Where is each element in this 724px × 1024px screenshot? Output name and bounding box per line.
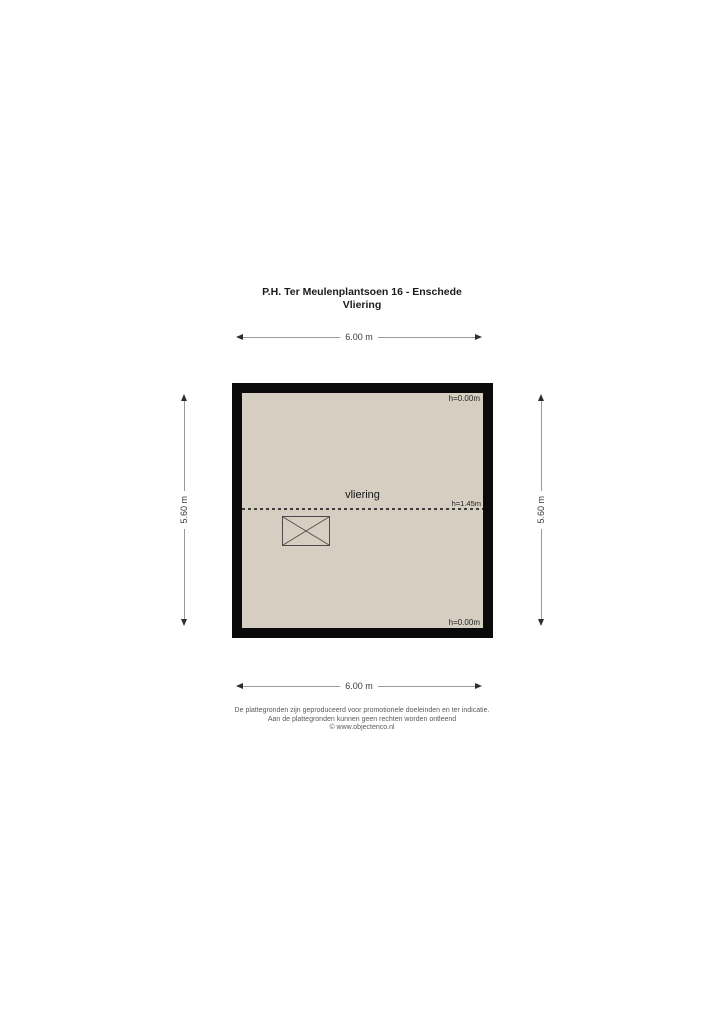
room-label: vliering xyxy=(345,489,380,501)
page-title xyxy=(0,286,724,312)
arrow-up-icon xyxy=(181,394,187,401)
dimension-line xyxy=(243,686,340,687)
hatch-opening xyxy=(282,516,330,546)
arrow-down-icon xyxy=(538,619,544,626)
arrow-right-icon xyxy=(475,683,482,689)
dimension-line xyxy=(184,529,185,619)
dimension-bottom xyxy=(236,680,482,692)
room-interior xyxy=(242,393,483,628)
height-label-middle: h=1.45m xyxy=(451,499,481,508)
disclaimer-line-3: © www.objectenco.nl xyxy=(329,724,395,731)
dimension-right xyxy=(534,394,548,626)
height-split-dashed-line xyxy=(242,508,483,510)
dimension-line xyxy=(184,401,185,491)
title-address: P.H. Ter Meulenplantsoen 16 - Enschede xyxy=(262,286,462,298)
dimension-line xyxy=(541,529,542,619)
arrow-left-icon xyxy=(236,683,243,689)
height-label-bottom: h=0.00m xyxy=(448,618,480,627)
dimension-label: 5.60 m xyxy=(536,496,546,524)
dimension-line xyxy=(243,337,340,338)
floorplan-room-vliering xyxy=(232,383,493,638)
disclaimer-line-1: De plattegronden zijn geproduceerd voor promotionele doeleinden en ter indicatie. xyxy=(234,707,490,714)
height-label-top: h=0.00m xyxy=(448,394,480,403)
footer-disclaimer xyxy=(0,707,724,733)
arrow-left-icon xyxy=(236,334,243,340)
arrow-right-icon xyxy=(475,334,482,340)
arrow-up-icon xyxy=(538,394,544,401)
dimension-label: 6.00 m xyxy=(345,332,373,342)
dimension-line xyxy=(378,337,475,338)
dimension-line xyxy=(378,686,475,687)
cross-icon xyxy=(283,517,329,545)
dimension-top xyxy=(236,331,482,343)
disclaimer-line-2: Aan de plattegronden kunnen geen rechten worden ontleend xyxy=(267,715,457,723)
dimension-label: 6.00 m xyxy=(345,681,373,691)
dimension-left xyxy=(177,394,191,626)
title-floor-name: Vliering xyxy=(342,299,382,311)
dimension-label: 5.60 m xyxy=(179,496,189,524)
arrow-down-icon xyxy=(181,619,187,626)
dimension-line xyxy=(541,401,542,491)
